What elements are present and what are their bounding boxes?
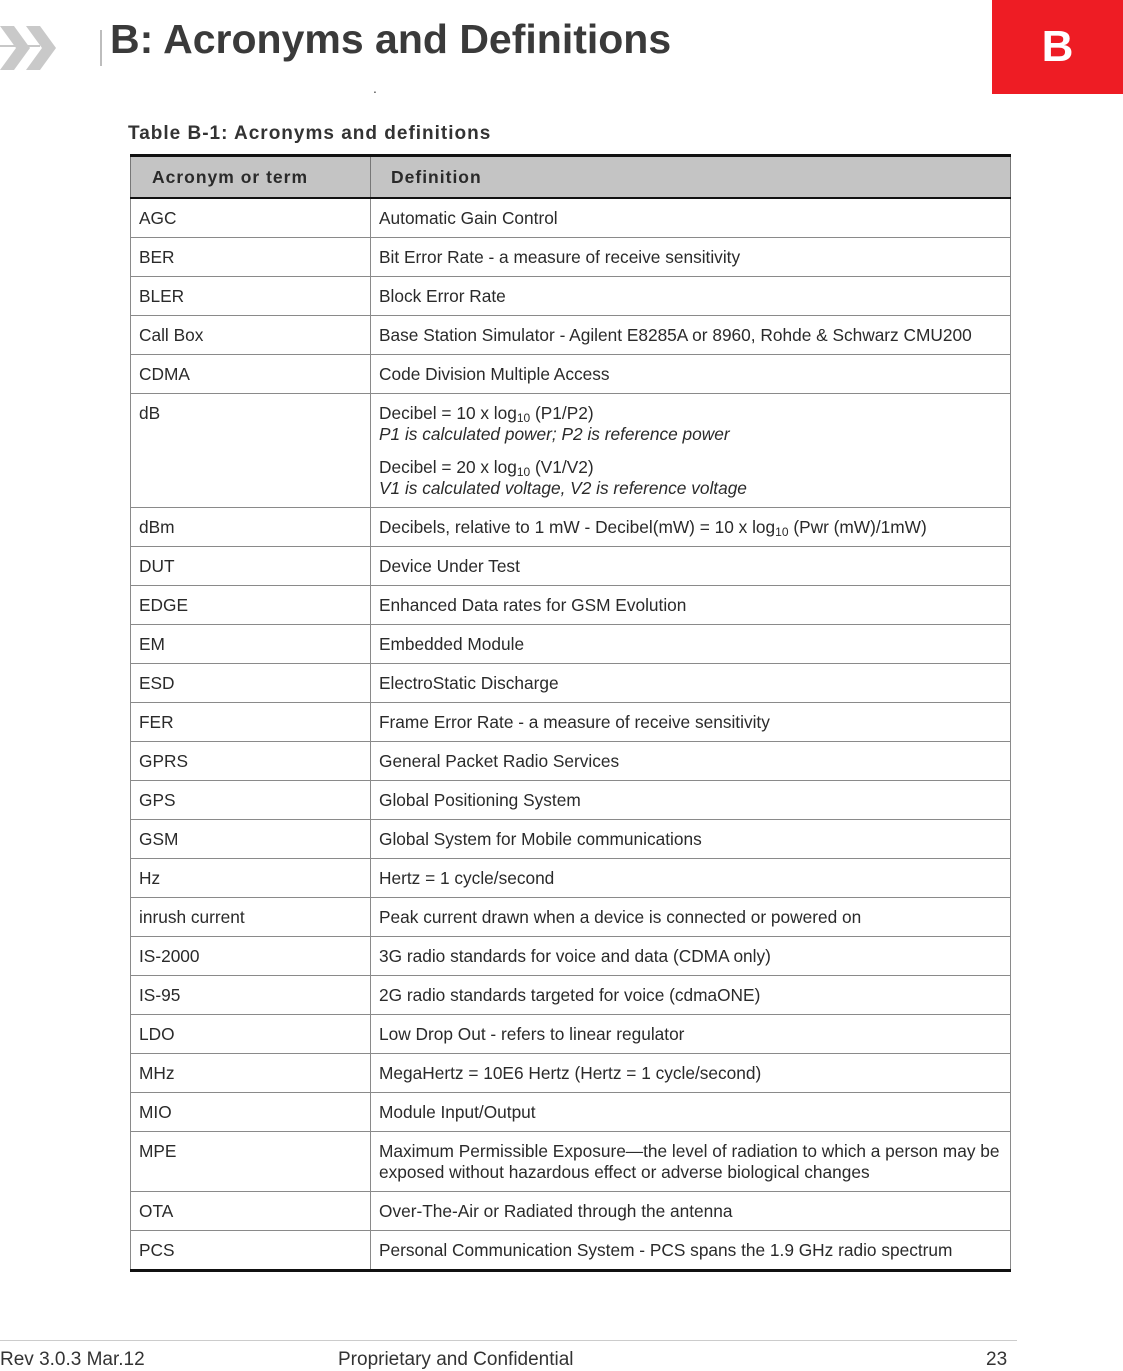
definition-cell [371,1132,1011,1192]
definition-cell [371,198,1011,238]
table-row [131,1132,1011,1192]
definition-text: General Packet Radio Services [379,751,620,771]
definition-text: Module Input/Output [379,1102,536,1122]
definition-text: P1 is calculated power; P2 is reference power [379,424,730,444]
definition-cell [371,781,1011,820]
table-row [131,1015,1011,1054]
table-row [131,781,1011,820]
term-cell: OTA [131,1192,371,1231]
definition-text: Decibels, relative to 1 mW - Decibel(mW) = 10 x log [379,517,776,537]
definition-text: (Pwr (mW)/1mW) [788,517,927,537]
definition-cell [371,508,1011,547]
definition-cell [371,898,1011,937]
column-header-term: Acronym or term [131,156,371,199]
definition-text: 2G radio standards targeted for voice (cdmaONE) [379,985,761,1005]
acronyms-table [130,154,1011,1272]
definition-text: 3G radio standards for voice and data (CDMA only) [379,946,771,966]
definition-cell [371,1192,1011,1231]
definition-text: Over-The-Air or Radiated through the antenna [379,1201,733,1221]
table-row [131,859,1011,898]
definition-cell [371,820,1011,859]
table-row [131,394,1011,508]
table-row [131,742,1011,781]
table-body [131,198,1011,1271]
definition-cell [371,355,1011,394]
term-cell: PCS [131,1231,371,1271]
term-cell: dB [131,394,371,508]
definition-text: Hertz = 1 cycle/second [379,868,555,888]
term-cell: BLER [131,277,371,316]
definition-cell [371,625,1011,664]
term-cell: EM [131,625,371,664]
term-cell: dBm [131,508,371,547]
chevron-arrows-icon [0,26,62,70]
term-cell: DUT [131,547,371,586]
term-cell: MPE [131,1132,371,1192]
definition-cell [371,1093,1011,1132]
definition-cell [371,586,1011,625]
term-cell: ESD [131,664,371,703]
definition-text: Automatic Gain Control [379,208,558,228]
term-cell: GPS [131,781,371,820]
definition-text: Low Drop Out - refers to linear regulator [379,1024,685,1044]
header-divider [100,30,102,66]
table-row [131,1192,1011,1231]
footer-confidential: Proprietary and Confidential [338,1349,574,1370]
table-caption: Table B-1: Acronyms and definitions [128,123,492,144]
footer-rule [0,1340,1017,1341]
table-row [131,703,1011,742]
table-row [131,355,1011,394]
definition-text: ElectroStatic Discharge [379,673,559,693]
definition-text: Device Under Test [379,556,520,576]
definition-text: Decibel = 20 x log [379,457,517,477]
term-cell: Call Box [131,316,371,355]
definition-text: Personal Communication System - PCS spans the 1.9 GHz radio spectrum [379,1240,953,1260]
definition-cell [371,277,1011,316]
table-row [131,976,1011,1015]
term-cell: BER [131,238,371,277]
definition-cell [371,859,1011,898]
column-header-definition: Definition [371,156,1011,199]
stray-dot: . [373,80,377,96]
definition-text: Base Station Simulator - Agilent E8285A or 8960, Rohde & Schwarz CMU200 [379,325,972,345]
footer-revision: Rev 3.0.3 Mar.12 [0,1349,145,1370]
definition-cell [371,1231,1011,1271]
definition-text: Maximum Permissible Exposure—the level of radiation to which a person may be exposed without hazardous effect or adverse biological changes [379,1141,1000,1182]
term-cell: CDMA [131,355,371,394]
term-cell: GSM [131,820,371,859]
appendix-tab: B [992,0,1123,94]
definition-text: Frame Error Rate - a measure of receive sensitivity [379,712,770,732]
definition-text: 10 [516,411,531,425]
definition-text: Global Positioning System [379,790,581,810]
definition-text: Enhanced Data rates for GSM Evolution [379,595,687,615]
definition-cell [371,1015,1011,1054]
table-row [131,1054,1011,1093]
table-row [131,508,1011,547]
page-number: 23 [986,1349,1008,1370]
table-row [131,820,1011,859]
term-cell: Hz [131,859,371,898]
term-cell: MHz [131,1054,371,1093]
table-row [131,937,1011,976]
definition-cell [371,703,1011,742]
definition-text: Block Error Rate [379,286,506,306]
table-row [131,1231,1011,1271]
page-title: B: Acronyms and Definitions [110,16,672,62]
definition-cell [371,316,1011,355]
definition-cell [371,394,1011,508]
definition-text: MegaHertz = 10E6 Hertz (Hertz = 1 cycle/second) [379,1063,762,1083]
table-row [131,198,1011,238]
table-row [131,586,1011,625]
table-row [131,277,1011,316]
term-cell: LDO [131,1015,371,1054]
table-row [131,898,1011,937]
definition-text: 10 [775,525,789,539]
definition-text: (P1/P2) [530,403,594,423]
term-cell: GPRS [131,742,371,781]
table-row [131,664,1011,703]
definition-cell [371,976,1011,1015]
term-cell: MIO [131,1093,371,1132]
definition-cell [371,238,1011,277]
definition-cell [371,937,1011,976]
definition-text: Peak current drawn when a device is connected or powered on [379,907,862,927]
table-header-row [131,156,1011,199]
definition-text: Code Division Multiple Access [379,364,610,384]
table-row [131,316,1011,355]
table-row [131,547,1011,586]
term-cell: IS-95 [131,976,371,1015]
term-cell: AGC [131,198,371,238]
definition-cell [371,664,1011,703]
definition-text: Bit Error Rate - a measure of receive sensitivity [379,247,741,267]
definition-text: Decibel = 10 x log [379,403,517,423]
definition-cell [371,742,1011,781]
term-cell: FER [131,703,371,742]
definition-cell [371,547,1011,586]
definition-text: (V1/V2) [530,457,594,477]
term-cell: EDGE [131,586,371,625]
term-cell: IS-2000 [131,937,371,976]
table-row [131,625,1011,664]
term-cell: inrush current [131,898,371,937]
table-row [131,1093,1011,1132]
definition-text: Global System for Mobile communications [379,829,702,849]
definition-text: Embedded Module [379,634,525,654]
definition-text: 10 [516,465,531,479]
table-row [131,238,1011,277]
definition-cell [371,1054,1011,1093]
definition-text: V1 is calculated voltage, V2 is reference voltage [379,478,747,498]
